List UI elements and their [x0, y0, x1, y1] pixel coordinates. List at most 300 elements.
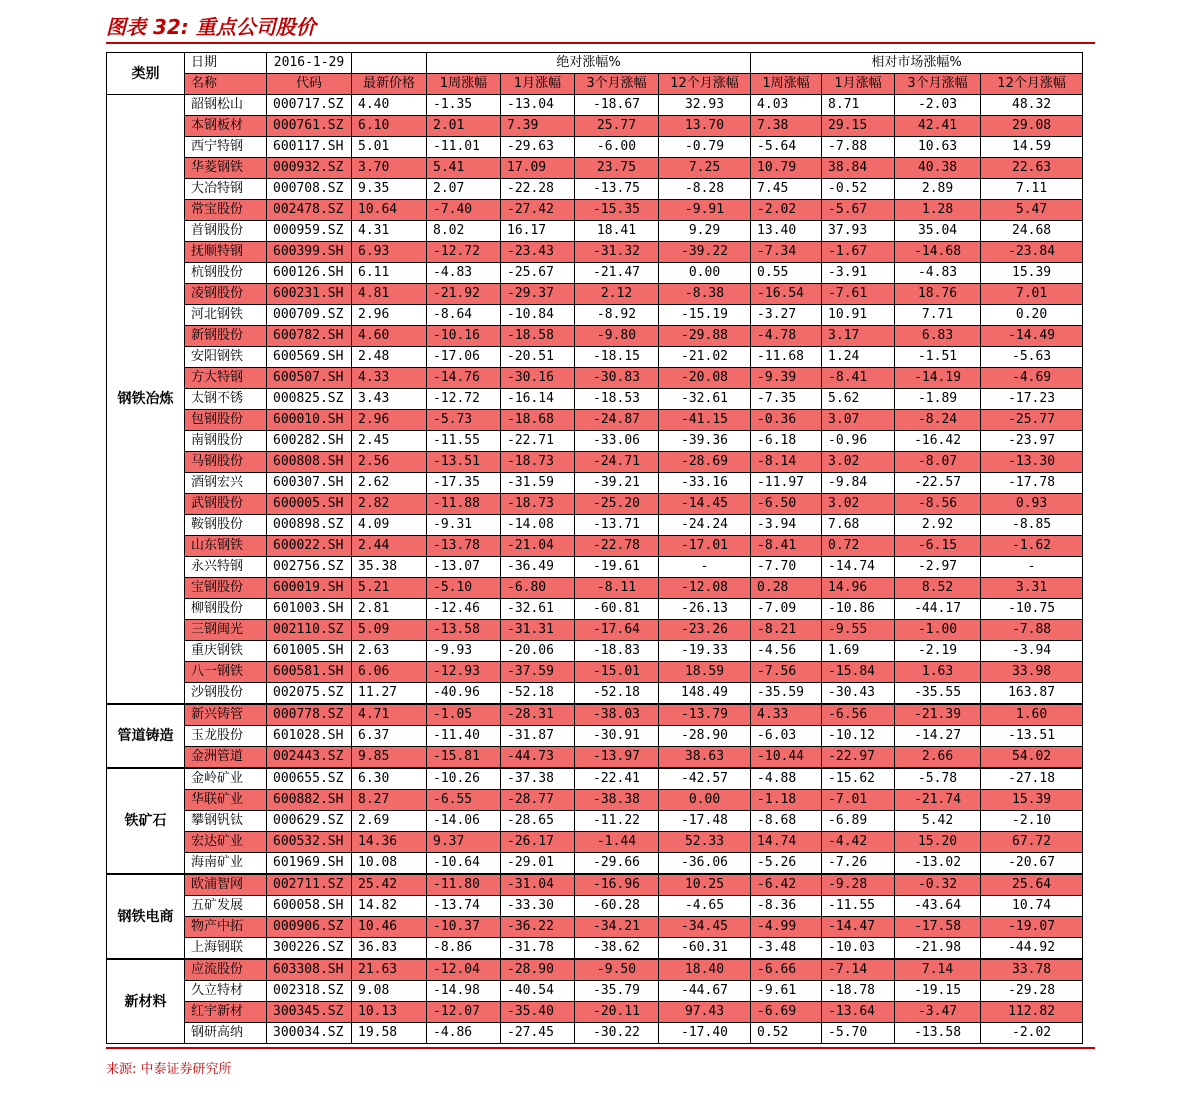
- stock-name-cell: 山东钢铁: [185, 536, 267, 557]
- abs-change-cell: -6.00: [575, 137, 659, 158]
- abs-change-cell: -20.11: [575, 1002, 659, 1023]
- table-row: [107, 473, 1083, 494]
- rel-change-cell: 14.59: [981, 137, 1083, 158]
- table-row: [107, 116, 1083, 137]
- rel-change-cell: -5.70: [822, 1023, 895, 1044]
- abs-change-cell: -22.78: [575, 536, 659, 557]
- rel-change-cell: -43.64: [895, 896, 981, 917]
- abs-change-cell: -31.59: [501, 473, 575, 494]
- abs-change-cell: -29.37: [501, 284, 575, 305]
- rel-change-cell: -44.17: [895, 599, 981, 620]
- stock-name-cell: 上海钢联: [185, 938, 267, 960]
- table-row: [107, 768, 1083, 790]
- stock-code-cell: 603308.SH: [267, 959, 352, 981]
- abs-change-cell: -18.58: [501, 326, 575, 347]
- rel-change-cell: -18.78: [822, 981, 895, 1002]
- rel-change-cell: 15.39: [981, 263, 1083, 284]
- rel-change-cell: -16.54: [751, 284, 822, 305]
- rel-change-cell: 3.31: [981, 578, 1083, 599]
- rel-change-cell: -5.67: [822, 200, 895, 221]
- rel-change-cell: -2.02: [981, 1023, 1083, 1044]
- stock-code-cell: 600117.SH: [267, 137, 352, 158]
- abs-change-cell: -13.78: [427, 536, 501, 557]
- abs-change-cell: -40.96: [427, 683, 501, 705]
- table-row: [107, 137, 1083, 158]
- rel-change-cell: -29.28: [981, 981, 1083, 1002]
- price-cell: 6.11: [352, 263, 427, 284]
- price-cell: 2.48: [352, 347, 427, 368]
- table-row: [107, 242, 1083, 263]
- table-row: [107, 620, 1083, 641]
- abs-change-cell: 16.17: [501, 221, 575, 242]
- rel-change-cell: -6.89: [822, 811, 895, 832]
- rel-change-cell: 3.17: [822, 326, 895, 347]
- table-row: [107, 200, 1083, 221]
- abs-change-cell: -38.38: [575, 790, 659, 811]
- rel-change-cell: -17.58: [895, 917, 981, 938]
- abs-change-cell: -14.98: [427, 981, 501, 1002]
- rel-change-cell: -14.47: [822, 917, 895, 938]
- rel-change-cell: -27.18: [981, 768, 1083, 790]
- table-row: [107, 452, 1083, 473]
- stock-code-cell: 300226.SZ: [267, 938, 352, 960]
- abs-change-cell: -13.79: [659, 704, 751, 726]
- table-row: [107, 747, 1083, 769]
- date-label: 日期: [185, 53, 267, 74]
- rel-change-cell: -13.30: [981, 452, 1083, 473]
- rel-change-cell: -6.15: [895, 536, 981, 557]
- stock-name-cell: 抚顺特钢: [185, 242, 267, 263]
- abs-change-cell: -39.21: [575, 473, 659, 494]
- abs-change-cell: -14.76: [427, 368, 501, 389]
- price-cell: 2.82: [352, 494, 427, 515]
- price-cell: 6.06: [352, 662, 427, 683]
- table-row: [107, 832, 1083, 853]
- rel-change-cell: -3.94: [751, 515, 822, 536]
- price-cell: 14.36: [352, 832, 427, 853]
- stock-code-cell: 600019.SH: [267, 578, 352, 599]
- abs-change-cell: -31.32: [575, 242, 659, 263]
- rel-change-cell: -7.01: [822, 790, 895, 811]
- stock-code-cell: 000778.SZ: [267, 704, 352, 726]
- rel-change-cell: -14.27: [895, 726, 981, 747]
- rel-change-cell: 10.63: [895, 137, 981, 158]
- stock-code-cell: 600005.SH: [267, 494, 352, 515]
- rel-change-cell: -2.10: [981, 811, 1083, 832]
- stock-code-cell: 002478.SZ: [267, 200, 352, 221]
- rel-change-cell: -19.07: [981, 917, 1083, 938]
- rel-change-cell: -8.07: [895, 452, 981, 473]
- table-row: [107, 981, 1083, 1002]
- stock-code-cell: 600058.SH: [267, 896, 352, 917]
- rel-change-cell: -13.02: [895, 853, 981, 875]
- abs-change-cell: -17.01: [659, 536, 751, 557]
- rel-change-cell: 67.72: [981, 832, 1083, 853]
- rel-change-cell: -20.67: [981, 853, 1083, 875]
- abs-change-cell: -38.62: [575, 938, 659, 960]
- table-row: [107, 959, 1083, 981]
- table-row: [107, 515, 1083, 536]
- abs-change-cell: -12.46: [427, 599, 501, 620]
- table-row: [107, 284, 1083, 305]
- abs-change-cell: -34.45: [659, 917, 751, 938]
- abs-change-cell: 8.02: [427, 221, 501, 242]
- stock-code-cell: 000708.SZ: [267, 179, 352, 200]
- rel-change-cell: -17.23: [981, 389, 1083, 410]
- abs-change-cell: -33.16: [659, 473, 751, 494]
- rel-change-cell: 0.20: [981, 305, 1083, 326]
- rel-change-cell: 7.01: [981, 284, 1083, 305]
- abs-change-cell: -21.92: [427, 284, 501, 305]
- table-row: [107, 410, 1083, 431]
- abs-change-cell: -6.80: [501, 578, 575, 599]
- rel-change-cell: -3.27: [751, 305, 822, 326]
- abs-change-cell: 7.25: [659, 158, 751, 179]
- stock-name-cell: 凌钢股份: [185, 284, 267, 305]
- stock-name-cell: 华菱钢铁: [185, 158, 267, 179]
- stock-name-cell: 南钢股份: [185, 431, 267, 452]
- abs-change-cell: 97.43: [659, 1002, 751, 1023]
- rel-change-cell: -11.55: [822, 896, 895, 917]
- abs-change-cell: -13.74: [427, 896, 501, 917]
- rel-change-cell: 1.69: [822, 641, 895, 662]
- table-row: [107, 536, 1083, 557]
- abs-change-cell: -29.63: [501, 137, 575, 158]
- abs-change-cell: -19.33: [659, 641, 751, 662]
- rel-change-cell: 10.79: [751, 158, 822, 179]
- rel-change-cell: 0.72: [822, 536, 895, 557]
- abs-change-cell: -39.22: [659, 242, 751, 263]
- price-cell: 9.85: [352, 747, 427, 769]
- stock-name-cell: 玉龙股份: [185, 726, 267, 747]
- stock-code-cell: 601028.SH: [267, 726, 352, 747]
- category-header: 类别: [107, 53, 185, 95]
- abs-change-cell: -30.83: [575, 368, 659, 389]
- abs-change-cell: -6.55: [427, 790, 501, 811]
- abs-change-cell: -17.06: [427, 347, 501, 368]
- stock-name-cell: 鞍钢股份: [185, 515, 267, 536]
- price-cell: 8.27: [352, 790, 427, 811]
- blank-cell: [352, 53, 427, 74]
- stock-name-cell: 应流股份: [185, 959, 267, 981]
- abs-change-cell: -10.26: [427, 768, 501, 790]
- abs-change-cell: -12.04: [427, 959, 501, 981]
- abs-change-cell: -41.15: [659, 410, 751, 431]
- price-cell: 4.71: [352, 704, 427, 726]
- abs-change-cell: -5.10: [427, 578, 501, 599]
- rel-change-cell: -10.03: [822, 938, 895, 960]
- price-cell: 36.83: [352, 938, 427, 960]
- table-row: [107, 305, 1083, 326]
- abs-change-cell: -11.22: [575, 811, 659, 832]
- price-cell: 10.13: [352, 1002, 427, 1023]
- stock-name-cell: 武钢股份: [185, 494, 267, 515]
- price-cell: 25.42: [352, 874, 427, 896]
- abs-change-cell: -: [659, 557, 751, 578]
- abs-change-cell: -8.64: [427, 305, 501, 326]
- table-row: [107, 726, 1083, 747]
- price-cell: 4.09: [352, 515, 427, 536]
- abs-change-cell: -34.21: [575, 917, 659, 938]
- table-row: [107, 811, 1083, 832]
- price-cell: 35.38: [352, 557, 427, 578]
- price-cell: 2.45: [352, 431, 427, 452]
- rel-change-cell: -9.61: [751, 981, 822, 1002]
- abs-change-cell: -5.73: [427, 410, 501, 431]
- stock-name-cell: 金洲管道: [185, 747, 267, 769]
- abs-col-header: 12个月涨幅: [659, 74, 751, 95]
- rel-change-cell: -8.41: [822, 368, 895, 389]
- stock-code-cell: 600282.SH: [267, 431, 352, 452]
- abs-change-cell: -18.53: [575, 389, 659, 410]
- abs-change-cell: -27.42: [501, 200, 575, 221]
- table-row: [107, 431, 1083, 452]
- rel-change-cell: 54.02: [981, 747, 1083, 769]
- rel-change-cell: -9.28: [822, 874, 895, 896]
- table-row: [107, 662, 1083, 683]
- stock-code-cell: 000717.SZ: [267, 95, 352, 116]
- stock-code-cell: 002711.SZ: [267, 874, 352, 896]
- stock-code-cell: 600507.SH: [267, 368, 352, 389]
- abs-change-cell: -31.04: [501, 874, 575, 896]
- abs-change-cell: -8.11: [575, 578, 659, 599]
- rel-change-cell: -10.86: [822, 599, 895, 620]
- rel-change-cell: 7.45: [751, 179, 822, 200]
- rel-change-cell: 42.41: [895, 116, 981, 137]
- rel-change-cell: -8.24: [895, 410, 981, 431]
- abs-change-group-header: 绝对涨幅%: [427, 53, 751, 74]
- abs-change-cell: -35.40: [501, 1002, 575, 1023]
- table-row: [107, 95, 1083, 116]
- abs-change-cell: -37.59: [501, 662, 575, 683]
- abs-change-cell: -44.67: [659, 981, 751, 1002]
- stock-name-cell: 柳钢股份: [185, 599, 267, 620]
- stock-code-cell: 600307.SH: [267, 473, 352, 494]
- abs-change-cell: -23.26: [659, 620, 751, 641]
- stock-name-cell: 物产中拓: [185, 917, 267, 938]
- rel-change-cell: 163.87: [981, 683, 1083, 705]
- rel-change-cell: -22.97: [822, 747, 895, 769]
- table-row: [107, 641, 1083, 662]
- abs-change-cell: -8.38: [659, 284, 751, 305]
- rel-change-cell: -13.64: [822, 1002, 895, 1023]
- stock-code-cell: 002443.SZ: [267, 747, 352, 769]
- stock-name-cell: 首钢股份: [185, 221, 267, 242]
- abs-change-cell: -30.91: [575, 726, 659, 747]
- rel-change-cell: 48.32: [981, 95, 1083, 116]
- price-cell: 6.30: [352, 768, 427, 790]
- stock-name-cell: 本钢板材: [185, 116, 267, 137]
- abs-change-cell: 7.39: [501, 116, 575, 137]
- rel-change-cell: 38.84: [822, 158, 895, 179]
- rel-change-cell: 29.08: [981, 116, 1083, 137]
- stock-code-cell: 000709.SZ: [267, 305, 352, 326]
- abs-change-cell: -44.73: [501, 747, 575, 769]
- price-cell: 11.27: [352, 683, 427, 705]
- abs-change-cell: -11.88: [427, 494, 501, 515]
- stock-name-cell: 酒钢宏兴: [185, 473, 267, 494]
- rel-change-cell: -4.56: [751, 641, 822, 662]
- abs-change-cell: -13.58: [427, 620, 501, 641]
- abs-change-cell: -21.47: [575, 263, 659, 284]
- stock-name-cell: 马钢股份: [185, 452, 267, 473]
- abs-change-cell: -11.40: [427, 726, 501, 747]
- rel-change-cell: 14.74: [751, 832, 822, 853]
- abs-change-cell: -30.22: [575, 1023, 659, 1044]
- table-row: [107, 896, 1083, 917]
- stock-code-cell: 600532.SH: [267, 832, 352, 853]
- stock-name-cell: 河北钢铁: [185, 305, 267, 326]
- category-cell: 钢铁电商: [107, 874, 185, 959]
- abs-change-cell: -18.67: [575, 95, 659, 116]
- abs-change-cell: -10.84: [501, 305, 575, 326]
- abs-change-cell: -37.38: [501, 768, 575, 790]
- abs-change-cell: 148.49: [659, 683, 751, 705]
- rel-change-cell: 7.38: [751, 116, 822, 137]
- stock-code-cell: 600399.SH: [267, 242, 352, 263]
- stock-code-cell: 600022.SH: [267, 536, 352, 557]
- price-cell: 2.63: [352, 641, 427, 662]
- stock-code-cell: 600782.SH: [267, 326, 352, 347]
- price-cell: 2.56: [352, 452, 427, 473]
- abs-change-cell: 38.63: [659, 747, 751, 769]
- rel-change-cell: -0.36: [751, 410, 822, 431]
- price-cell: 5.21: [352, 578, 427, 599]
- abs-change-cell: 25.77: [575, 116, 659, 137]
- stock-code-cell: 300345.SZ: [267, 1002, 352, 1023]
- rel-col-header: 12个月涨幅: [981, 74, 1083, 95]
- rel-change-cell: -8.56: [895, 494, 981, 515]
- stock-name-cell: 韶钢松山: [185, 95, 267, 116]
- abs-change-cell: -29.88: [659, 326, 751, 347]
- abs-change-cell: -4.83: [427, 263, 501, 284]
- abs-change-cell: -20.08: [659, 368, 751, 389]
- abs-change-cell: -20.51: [501, 347, 575, 368]
- table-row: [107, 326, 1083, 347]
- rel-change-cell: 14.96: [822, 578, 895, 599]
- stock-code-cell: 000655.SZ: [267, 768, 352, 790]
- price-cell: 9.35: [352, 179, 427, 200]
- rel-change-cell: 8.52: [895, 578, 981, 599]
- stock-price-table: [106, 52, 1083, 1044]
- rel-change-cell: -14.74: [822, 557, 895, 578]
- price-cell: 4.33: [352, 368, 427, 389]
- abs-change-cell: -33.30: [501, 896, 575, 917]
- table-row: [107, 704, 1083, 726]
- abs-change-cell: 9.37: [427, 832, 501, 853]
- category-cell: 钢铁冶炼: [107, 95, 185, 705]
- rel-change-cell: -7.14: [822, 959, 895, 981]
- rel-change-cell: 1.28: [895, 200, 981, 221]
- price-cell: 2.62: [352, 473, 427, 494]
- rel-change-cell: -7.34: [751, 242, 822, 263]
- table-row: [107, 179, 1083, 200]
- stock-code-cell: 002756.SZ: [267, 557, 352, 578]
- rel-change-cell: -4.83: [895, 263, 981, 284]
- abs-change-cell: -38.03: [575, 704, 659, 726]
- rel-change-cell: 33.98: [981, 662, 1083, 683]
- abs-change-cell: -9.31: [427, 515, 501, 536]
- rel-change-cell: -5.26: [751, 853, 822, 875]
- abs-change-cell: -32.61: [501, 599, 575, 620]
- abs-change-cell: 18.40: [659, 959, 751, 981]
- abs-change-cell: -15.81: [427, 747, 501, 769]
- abs-change-cell: -22.71: [501, 431, 575, 452]
- abs-change-cell: -9.80: [575, 326, 659, 347]
- abs-change-cell: -8.92: [575, 305, 659, 326]
- rel-change-cell: -6.69: [751, 1002, 822, 1023]
- price-cell: 10.46: [352, 917, 427, 938]
- abs-change-cell: -17.40: [659, 1023, 751, 1044]
- abs-change-cell: -14.45: [659, 494, 751, 515]
- abs-change-cell: -8.28: [659, 179, 751, 200]
- table-row: [107, 578, 1083, 599]
- table-row: [107, 557, 1083, 578]
- abs-change-cell: -9.50: [575, 959, 659, 981]
- name-header: 名称: [185, 74, 267, 95]
- price-cell: 2.81: [352, 599, 427, 620]
- abs-change-cell: 10.25: [659, 874, 751, 896]
- figure-title: 图表 32: 重点公司股价: [106, 15, 316, 39]
- abs-change-cell: -17.64: [575, 620, 659, 641]
- rel-change-cell: -3.48: [751, 938, 822, 960]
- table-row: [107, 1023, 1083, 1044]
- rel-change-cell: -8.14: [751, 452, 822, 473]
- abs-change-cell: -22.28: [501, 179, 575, 200]
- rel-change-cell: 35.04: [895, 221, 981, 242]
- stock-name-cell: 五矿发展: [185, 896, 267, 917]
- abs-change-cell: -17.35: [427, 473, 501, 494]
- abs-change-cell: -13.51: [427, 452, 501, 473]
- abs-change-cell: -18.68: [501, 410, 575, 431]
- rel-change-cell: -6.50: [751, 494, 822, 515]
- price-cell: 6.10: [352, 116, 427, 137]
- abs-change-cell: -14.06: [427, 811, 501, 832]
- rel-change-cell: 0.93: [981, 494, 1083, 515]
- code-header: 代码: [267, 74, 352, 95]
- rel-change-cell: 3.07: [822, 410, 895, 431]
- rel-change-cell: 5.42: [895, 811, 981, 832]
- abs-change-cell: -60.28: [575, 896, 659, 917]
- stock-name-cell: 安阳钢铁: [185, 347, 267, 368]
- abs-change-cell: -13.07: [427, 557, 501, 578]
- rel-change-cell: -23.97: [981, 431, 1083, 452]
- stock-name-cell: 三钢闽光: [185, 620, 267, 641]
- rel-col-header: 1周涨幅: [751, 74, 822, 95]
- table-row: [107, 221, 1083, 242]
- rel-change-cell: -7.26: [822, 853, 895, 875]
- date-value: 2016-1-29: [267, 53, 352, 74]
- rel-change-cell: -8.21: [751, 620, 822, 641]
- table-row: [107, 368, 1083, 389]
- rel-change-cell: -7.70: [751, 557, 822, 578]
- header-row-2: [107, 74, 1083, 95]
- price-cell: 4.81: [352, 284, 427, 305]
- category-cell: 新材料: [107, 959, 185, 1044]
- abs-change-cell: -15.35: [575, 200, 659, 221]
- abs-change-cell: -1.35: [427, 95, 501, 116]
- abs-change-cell: -15.19: [659, 305, 751, 326]
- abs-change-cell: -8.86: [427, 938, 501, 960]
- abs-change-cell: -18.15: [575, 347, 659, 368]
- abs-change-cell: -36.49: [501, 557, 575, 578]
- rel-change-cell: -1.89: [895, 389, 981, 410]
- rel-change-cell: -8.68: [751, 811, 822, 832]
- abs-change-cell: -24.24: [659, 515, 751, 536]
- rel-change-cell: 7.68: [822, 515, 895, 536]
- stock-name-cell: 新兴铸管: [185, 704, 267, 726]
- abs-col-header: 1月涨幅: [501, 74, 575, 95]
